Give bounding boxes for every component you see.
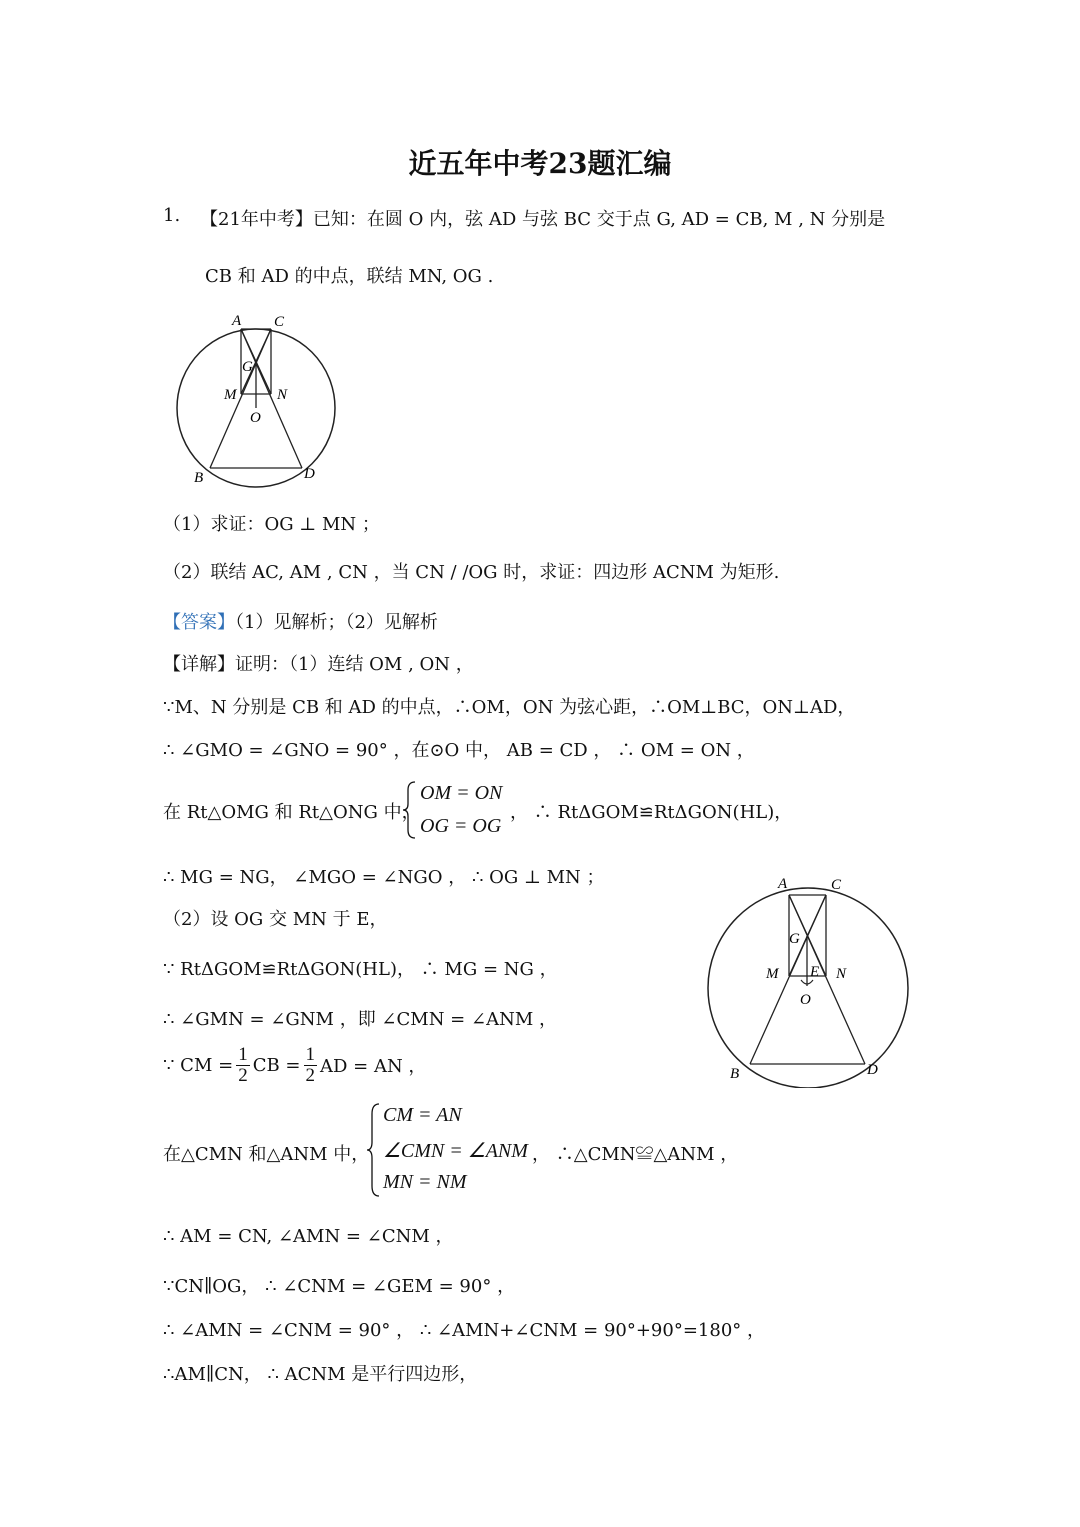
solution-line-6: （2）设 OG 交 MN 于 E， xyxy=(163,909,388,930)
fig1-label-n: N xyxy=(277,387,288,403)
fraction-half-1 xyxy=(236,1045,250,1086)
fig2-label-o: O xyxy=(800,992,811,1008)
fig2-label-c: C xyxy=(831,877,842,893)
solution-line-13: ∴ ∠AMN = ∠CNM = 90° ， ∴ ∠AMN+∠CNM = 90°+90°=180° ， xyxy=(163,1320,765,1341)
fig1-label-g: G xyxy=(242,359,253,375)
fraction-1-denominator: 2 xyxy=(238,1064,248,1086)
solution-line-4-pre: 在 Rt△OMG 和 Rt△ONG 中， xyxy=(163,802,420,823)
fraction-half-2 xyxy=(304,1045,318,1086)
fig1-label-c: C xyxy=(274,314,285,330)
solution-line-12: ∵CN∥OG， ∴ ∠CNM = ∠GEM = 90° ， xyxy=(163,1276,516,1297)
fraction-1-numerator: 1 xyxy=(238,1043,248,1065)
fraction-2-numerator: 1 xyxy=(305,1043,315,1065)
fig1-label-b: B xyxy=(194,470,204,486)
solution-line-7: ∵ RtΔGOM≌RtΔGON(HL)， ∴ MG = NG ， xyxy=(163,959,558,980)
system-1-row-1: OM = ON xyxy=(420,782,503,804)
solution-line-1 xyxy=(163,650,474,676)
system-2-row-2: ∠CMN = ∠ANM xyxy=(383,1140,528,1162)
fig2-label-g: G xyxy=(789,931,800,947)
problem-source xyxy=(200,205,885,231)
fig1-label-o: O xyxy=(250,410,261,426)
solution-line-9 xyxy=(163,1040,426,1090)
solution-line-10-pre: 在△CMN 和△ANM 中， xyxy=(163,1144,370,1165)
system-1-row-2: OG = OG xyxy=(420,815,502,837)
answer-line xyxy=(163,608,438,634)
system-brace-1 xyxy=(402,780,418,840)
solution-line-9-pre: ∵ CM = xyxy=(163,1054,234,1076)
solution-line-4-post: ， ∴ RtΔGOM≌RtΔGON(HL)， xyxy=(510,802,793,823)
problem-number: 1. xyxy=(163,205,181,226)
fig1-label-m: M xyxy=(224,387,237,403)
system-brace-2 xyxy=(366,1102,382,1198)
solution-tag: 【详解】 xyxy=(163,654,235,675)
solution-line-14: ∴AM∥CN， ∴ ACNM 是平行四边形， xyxy=(163,1364,478,1385)
geometry-figure-2 xyxy=(700,868,920,1088)
fraction-2-denominator: 2 xyxy=(305,1064,315,1086)
solution-line-2: ∵M、N 分别是 CB 和 AD 的中点，∴OM，ON 为弦心距，∴OM⊥BC，ON⊥AD， xyxy=(163,697,856,718)
fig2-label-d: D xyxy=(867,1062,878,1078)
fig2-label-m: M xyxy=(766,966,779,982)
problem-source-tag: 【21年中考】 xyxy=(200,209,313,230)
answer-text: （1）见解析；（2）见解析 xyxy=(235,612,438,633)
fig2-label-n: N xyxy=(836,966,847,982)
solution-line-8: ∴ ∠GMN = ∠GNM ，即 ∠CMN = ∠ANM ， xyxy=(163,1009,557,1030)
page-title: 近五年中考23题汇编 xyxy=(408,147,672,180)
problem-statement-line2: CB 和 AD 的中点，联结 MN, OG . xyxy=(205,266,494,287)
fig1-label-a: A xyxy=(232,313,242,329)
fig2-label-b: B xyxy=(730,1066,740,1082)
question-2: （2）联结 AC, AM , CN ，当 CN / /OG 时，求证：四边形 ACNM 为矩形. xyxy=(163,562,780,583)
solution-line-9-post: AD = AN ， xyxy=(320,1056,427,1077)
geometry-figure-1 xyxy=(168,310,348,490)
system-2-row-1: CM = AN xyxy=(383,1104,462,1126)
solution-text-1: 证明：（1）连结 OM , ON ， xyxy=(235,654,474,675)
solution-line-5: ∴ MG = NG， ∠MGO = ∠NGO ， ∴ OG ⊥ MN ； xyxy=(163,867,605,888)
solution-line-11: ∴ AM = CN, ∠AMN = ∠CNM ， xyxy=(163,1226,454,1247)
answer-tag: 【答案】 xyxy=(163,612,235,633)
problem-statement-line1: 已知：在圆 O 内，弦 AD 与弦 BC 交于点 G, AD = CB, M , N 分别是 xyxy=(312,209,886,230)
solution-line-10-post: ， ∴△CMN≌△ANM ， xyxy=(532,1144,739,1165)
fig2-label-e: E xyxy=(810,964,820,980)
solution-line-3: ∴ ∠GMO = ∠GNO = 90° ，在⊙O 中， AB = CD ， ∴ OM = ON ， xyxy=(163,740,755,761)
fig1-label-d: D xyxy=(304,466,315,482)
question-1: （1）求证：OG ⊥ MN ； xyxy=(163,514,380,535)
solution-line-9-mid: CB = xyxy=(252,1054,301,1076)
system-2-row-3: MN = NM xyxy=(383,1171,467,1193)
fig2-label-a: A xyxy=(778,876,788,892)
